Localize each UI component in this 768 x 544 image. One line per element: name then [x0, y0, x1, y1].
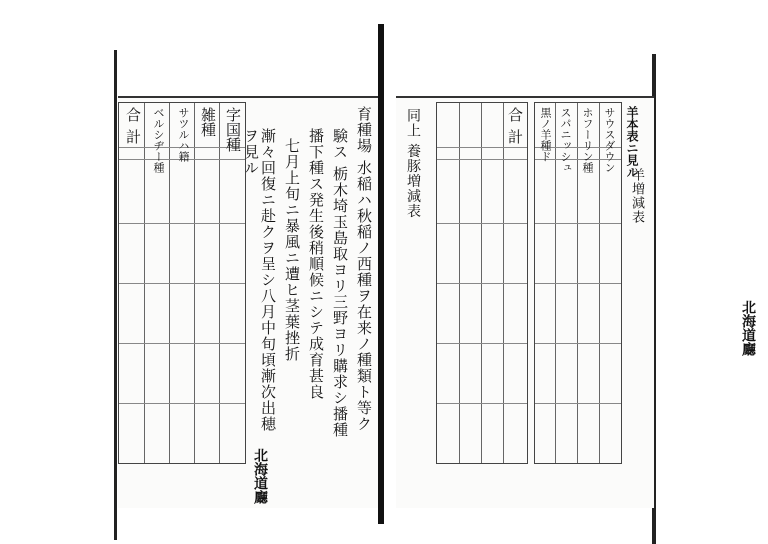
pig-table-title: 同上 養豚増減表	[405, 108, 421, 219]
right-table-pig	[436, 102, 528, 464]
left-text-col-3: 播下種ス発生後稍順候ニシテ成育甚良	[307, 128, 325, 400]
pig-hdr-1: 計	[506, 129, 524, 144]
pig-hdr-0: 合	[506, 107, 524, 122]
left-hdr-3: ベルシヂー種	[152, 107, 165, 173]
right-page	[396, 96, 654, 508]
book-spread	[112, 40, 660, 510]
sheep-table-title: 羊増減表	[629, 168, 644, 224]
book-spine	[378, 24, 384, 524]
sheep-breed-2: スパニッシュ	[559, 107, 572, 173]
left-page	[118, 96, 378, 508]
left-text-col-5: 漸々回復ニ赴クヲ呈シ八月中旬頃漸次出穂ヲ見ル	[242, 128, 277, 432]
left-table	[118, 102, 246, 464]
left-hdr-1: 雑種	[199, 107, 217, 137]
left-margin-stamp: 北海道廳	[252, 448, 268, 504]
left-text-col-1: 育種場 水稲ハ秋稲ノ西種ヲ在来ノ種類ト等ク	[355, 106, 373, 432]
left-text-col-2: 験ス 栃木埼玉島取ヨリ三野ヨリ購求シ播種	[331, 128, 349, 438]
left-hdr-4: 合	[124, 107, 142, 122]
right-table-sheep	[534, 102, 622, 464]
sheep-breed-1: ホフーリン種	[581, 107, 594, 173]
margin-note: 羊本表ニ見ル	[625, 106, 639, 178]
left-text-col-4: 七月上旬ニ暴風ニ遭ヒ茎葉挫折	[283, 138, 301, 362]
left-hdr-2: サツルハ籍	[177, 107, 190, 162]
left-hdr-0: 字国種	[224, 107, 242, 152]
left-hdr-5: 計	[124, 129, 142, 144]
sheep-breed-3: 黒ノ羊種ド	[539, 107, 552, 162]
sheep-breed-0: サウスダウン	[603, 107, 616, 173]
right-margin-stamp: 北海道廳	[740, 300, 756, 356]
left-edge	[114, 50, 117, 540]
